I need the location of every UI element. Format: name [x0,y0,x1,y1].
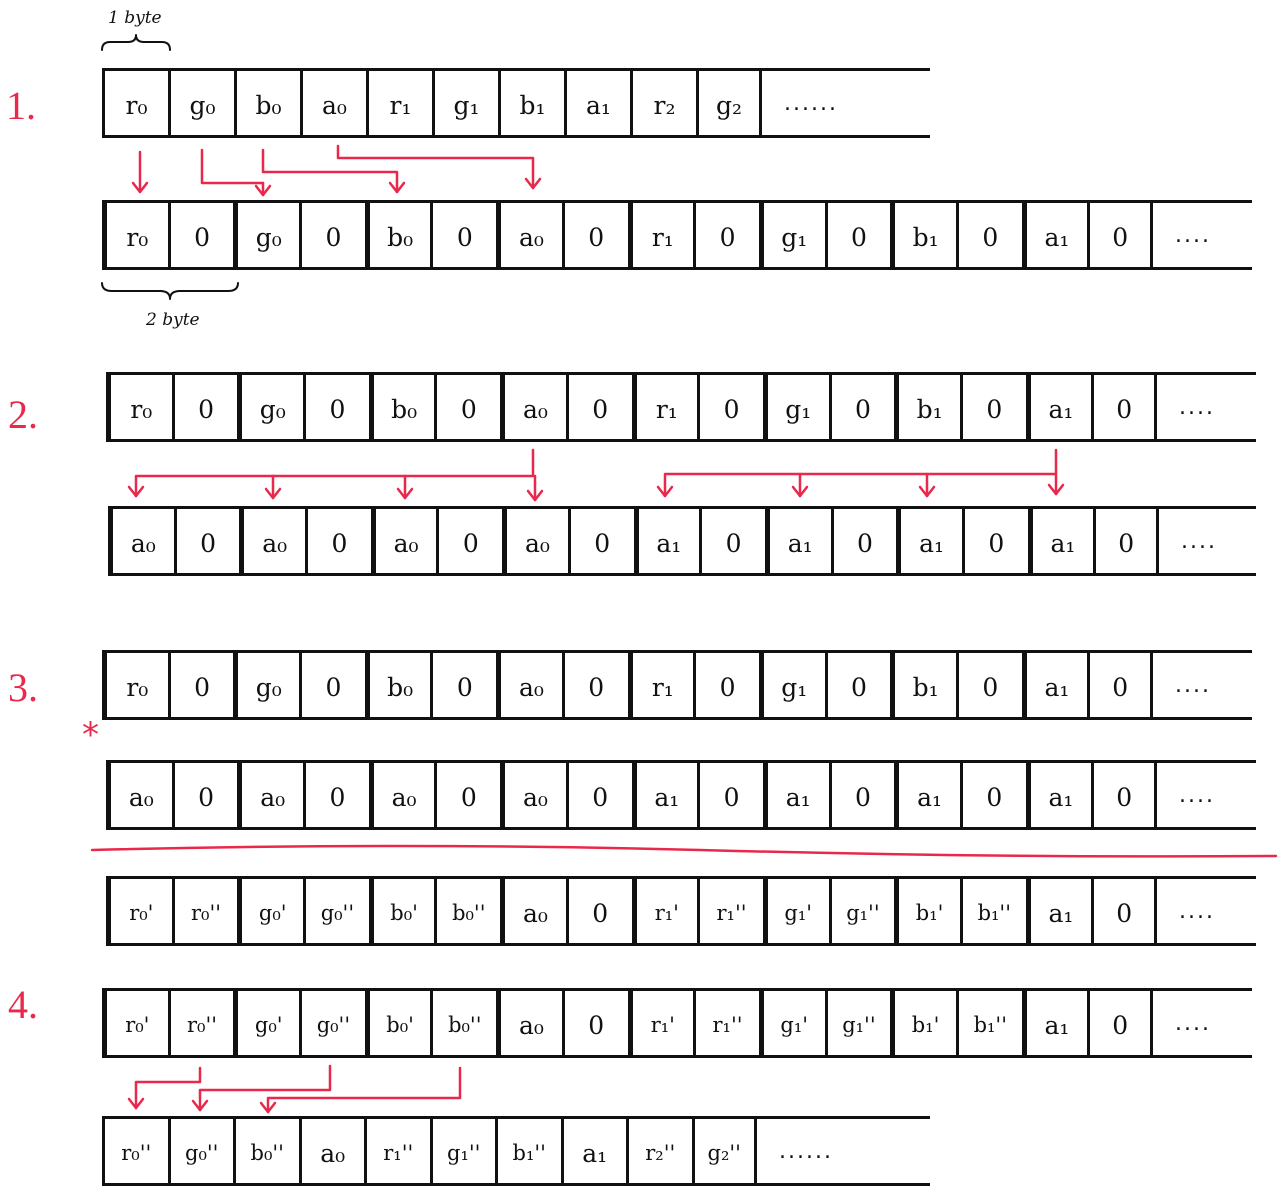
byte-cell [303,375,369,439]
byte-cell [634,509,700,573]
byte-cell-label: a₀ [519,1010,544,1040]
byte-cell-label: b₀'' [452,901,486,925]
byte-cell [831,509,897,573]
byte-cell-label: r₀ [125,90,148,120]
byte-cell-label: a₀ [519,222,544,252]
byte-cell-label: a₀ [322,90,347,120]
byte-cell [233,203,299,267]
byte-cell [1091,763,1157,827]
byte-cell [172,879,238,943]
byte-cell-label: g₀ [255,222,282,252]
continuation-dots: ...... [784,90,838,116]
step4-product-row [102,988,1252,1058]
byte-cell-label: 0 [854,394,871,424]
byte-cell [434,879,500,943]
byte-cell [106,879,172,943]
byte-cell-label: 0 [594,528,611,558]
byte-cell-label: 0 [592,782,609,812]
byte-cell [168,1119,234,1183]
byte-cell-label: a₀ [525,528,550,558]
byte-cell [1093,509,1159,573]
step3-alpha-row [106,760,1256,830]
step2-broadcast-a1 [665,450,1056,496]
byte-cell [102,71,168,135]
continuation-dots: .... [1181,528,1217,554]
byte-cell [500,763,566,827]
byte-cell-label: g₁ [781,222,808,252]
byte-cell [628,991,694,1055]
byte-cell-label: 0 [1112,672,1129,702]
byte-cell [434,763,500,827]
byte-cell [890,653,956,717]
byte-cell-label: b₀ [387,222,414,252]
byte-cell-label: b₁'' [977,901,1011,925]
byte-cell-label: g₁'' [842,1013,876,1037]
byte-cell [172,375,238,439]
byte-cell [369,375,435,439]
asterisk-mark: * [82,715,99,755]
byte-cell [299,1119,365,1183]
byte-cell [1091,879,1157,943]
byte-cell-label: g₂'' [707,1141,741,1165]
byte-cell-label: b₀ [391,394,418,424]
byte-cell [299,653,365,717]
byte-cell-label: 0 [460,782,477,812]
byte-cell [430,1119,496,1183]
byte-cell [763,763,829,827]
byte-cell-label: 0 [1118,528,1135,558]
byte-cell [561,1119,627,1183]
byte-cell-label: a₁ [586,90,611,120]
byte-cell-label: 0 [1116,898,1133,928]
byte-cell [1026,375,1092,439]
byte-cell-label: 0 [1112,1010,1129,1040]
byte-cell [956,653,1022,717]
byte-cell [896,509,962,573]
byte-cell [430,203,496,267]
step2-source-row [106,372,1256,442]
byte-cell-label: r₀'' [187,1013,218,1037]
byte-cell-label: b₁ [519,90,546,120]
byte-cell-label: 0 [592,394,609,424]
byte-cell [697,375,763,439]
byte-cell-label: g₀'' [316,1013,351,1037]
step-2-label: 2. [8,392,38,437]
byte-cell-label: 0 [325,672,342,702]
byte-cell-label: r₀ [130,394,153,424]
byte-cell [564,71,630,135]
step2-broadcast-row [108,506,1256,576]
byte-cell-label: b₁' [915,901,944,925]
byte-cell-label: r₁ [655,394,678,424]
step2-broadcast-a0 [136,450,533,496]
byte-cell-label: 0 [194,222,210,252]
byte-cell-label: a₁ [654,782,680,812]
byte-cell [825,653,891,717]
byte-cell [693,203,759,267]
byte-cell [763,375,829,439]
byte-cell-label: r₀' [129,901,154,925]
byte-cell [299,203,365,267]
byte-cell [365,991,431,1055]
byte-cell-label: r₀ [126,222,149,252]
step1-source-row [102,68,930,138]
step1-arrow-b [263,150,397,192]
byte-cell-label: 0 [588,1010,605,1040]
byte-cell-label: g₀ [189,90,216,120]
byte-cell-label: a₁ [656,528,682,558]
byte-cell [1022,991,1088,1055]
byte-cell [566,879,632,943]
byte-cell-label: g₁ [453,90,480,120]
byte-cell-label: r₁' [650,1013,675,1037]
byte-cell [496,653,562,717]
byte-cell-label: a₁ [1050,528,1076,558]
byte-cell [829,375,895,439]
byte-cell-label: g₀' [254,1013,283,1037]
byte-cell [299,991,365,1055]
byte-cell-label: r₁ [651,222,674,252]
byte-cell-label: 0 [988,528,1005,558]
byte-cell-label: r₁ [651,672,674,702]
step4-result-row [102,1116,930,1186]
byte-cell [894,763,960,827]
byte-cell-label: b₁ [912,222,939,252]
byte-cell-label: g₀' [258,901,287,925]
byte-cell [172,763,238,827]
byte-cell-label: 0 [462,528,479,558]
byte-cell-label: 0 [856,528,873,558]
byte-cell-label: b₁' [911,1013,940,1037]
byte-cell [632,763,698,827]
byte-cell-label: 0 [198,394,214,424]
byte-cell [1087,203,1153,267]
byte-cell [1026,879,1092,943]
two-byte-brace [102,283,238,299]
byte-cell [890,991,956,1055]
byte-cell-label: a₀ [262,528,288,558]
byte-cell-label: r₀'' [121,1141,152,1165]
byte-cell-label: a₁ [1044,1010,1070,1040]
byte-cell [692,1119,758,1183]
byte-cell-label: g₁'' [447,1141,481,1165]
byte-cell [430,991,496,1055]
byte-cell [174,509,240,573]
step-3-label: 3. [8,665,38,710]
byte-cell-label: r₁'' [383,1141,414,1165]
byte-cell-label: g₀'' [185,1141,219,1165]
continuation-dots: .... [1175,672,1211,698]
byte-cell [765,509,831,573]
byte-cell-label: r₀ [126,672,149,702]
byte-cell-label: a₁ [1048,898,1074,928]
byte-cell [495,1119,561,1183]
continuation-dots: ...... [779,1138,833,1164]
byte-cell [630,71,696,135]
byte-cell [168,991,234,1055]
byte-cell-label: 0 [331,528,348,558]
continuation-dots: .... [1179,898,1215,924]
continuation-dots: .... [1179,782,1215,808]
byte-cell-label: 0 [986,782,1003,812]
byte-cell-label: a₁ [1048,394,1074,424]
byte-cell-label: r₁ [389,90,412,120]
separator-line [92,846,1276,856]
byte-cell-label: 0 [194,672,210,702]
byte-cell-label: b₀' [386,1013,414,1037]
byte-cell-label: 0 [329,782,346,812]
byte-cell-label: g₁ [785,394,812,424]
step4-arrow-g [200,1066,330,1110]
byte-cell-label: g₂ [715,90,743,120]
continuation-dots: .... [1175,222,1211,248]
one-byte-brace [102,35,170,50]
byte-cell-label: a₀ [260,782,286,812]
byte-cell [632,375,698,439]
two-byte-annotation: 2 byte [146,310,200,330]
byte-cell [365,203,431,267]
byte-cell-label: 0 [1116,782,1133,812]
byte-cell [239,509,305,573]
byte-cell-label: a₀ [519,672,544,702]
step1-expanded-row [102,200,1252,270]
byte-cell [102,991,168,1055]
byte-cell [699,509,765,573]
byte-cell [496,991,562,1055]
byte-cell [365,653,431,717]
step4-arrow-r [136,1068,200,1108]
byte-cell [102,1119,168,1183]
byte-cell [496,203,562,267]
byte-cell [502,509,568,573]
byte-cell-label: a₀ [523,394,548,424]
byte-cell-label: a₁ [1044,222,1070,252]
byte-cell-label: b₀'' [448,1013,482,1037]
byte-cell [566,375,632,439]
step3-product-row [106,876,1256,946]
byte-cell [233,1119,299,1183]
byte-cell [300,71,366,135]
byte-cell-label: a₀ [523,898,548,928]
byte-cell-label: a₁ [785,782,811,812]
byte-cell [168,653,234,717]
byte-cell [234,71,300,135]
byte-cell-label: r₂'' [645,1141,676,1165]
byte-cell [628,653,694,717]
byte-cell-label: 0 [456,222,473,252]
byte-cell [364,1119,430,1183]
byte-cell-label: r₂ [653,90,676,120]
byte-cell-label: a₀ [523,782,548,812]
byte-cell-label: 0 [725,528,742,558]
byte-cell [759,203,825,267]
byte-cell [1087,991,1153,1055]
byte-cell [102,203,168,267]
byte-cell [303,879,369,943]
byte-cell-label: 0 [588,672,605,702]
byte-cell [168,71,234,135]
byte-cell-label: 0 [588,222,605,252]
byte-cell-label: 0 [592,898,609,928]
byte-cell-label: b₀'' [250,1141,284,1165]
byte-cell [626,1119,692,1183]
byte-cell [369,763,435,827]
byte-cell-label: a₀ [130,528,156,558]
byte-cell [237,879,303,943]
byte-cell [956,991,1022,1055]
byte-cell-label: r₀' [125,1013,150,1037]
byte-cell [693,653,759,717]
byte-cell [371,509,437,573]
one-byte-annotation: 1 byte [108,8,162,28]
byte-cell-label: g₀ [255,672,282,702]
byte-cell-label: b₁'' [973,1013,1007,1037]
byte-cell-label: 0 [719,672,736,702]
byte-cell [305,509,371,573]
byte-cell-label: g₁' [780,1013,809,1037]
byte-cell [697,763,763,827]
byte-cell [1028,509,1094,573]
byte-cell-label: b₀' [390,901,418,925]
byte-cell-label: a₁ [1044,672,1070,702]
byte-cell [102,653,168,717]
byte-cell-label: 0 [982,222,999,252]
byte-cell [696,71,762,135]
byte-cell [237,763,303,827]
byte-cell-label: 0 [325,222,342,252]
byte-cell [106,763,172,827]
continuation-dots: .... [1175,1010,1211,1036]
byte-cell-label: a₁ [1048,782,1074,812]
byte-cell [697,879,763,943]
byte-cell [1087,653,1153,717]
byte-cell [894,879,960,943]
step1-arrow-a [338,146,533,188]
byte-cell-label: a₁ [582,1138,608,1168]
byte-cell [237,375,303,439]
byte-cell [829,763,895,827]
byte-cell [962,509,1028,573]
byte-cell [763,879,829,943]
step1-arrow-g [202,150,263,183]
byte-cell-label: a₀ [393,528,419,558]
byte-cell-label: 0 [723,394,740,424]
byte-cell-label: 0 [850,672,867,702]
byte-cell-label: 0 [723,782,740,812]
byte-cell-label: a₀ [391,782,417,812]
byte-cell [632,879,698,943]
byte-cell [956,203,1022,267]
byte-cell-label: b₀ [255,90,282,120]
byte-cell [890,203,956,267]
byte-cell [108,509,174,573]
byte-cell [500,375,566,439]
byte-cell-label: g₀'' [320,901,355,925]
byte-cell-label: 0 [329,394,346,424]
byte-cell [303,763,369,827]
byte-cell-label: g₁ [781,672,808,702]
byte-cell [1026,763,1092,827]
byte-cell [233,653,299,717]
byte-cell-label: 0 [854,782,871,812]
byte-cell [960,763,1026,827]
byte-cell-label: 0 [1112,222,1129,252]
byte-cell [894,375,960,439]
byte-cell [1022,203,1088,267]
byte-cell-label: 0 [1116,394,1133,424]
byte-cell [693,991,759,1055]
byte-cell [233,991,299,1055]
byte-cell [568,509,634,573]
byte-cell-label: g₁' [784,901,813,925]
byte-cell-label: 0 [850,222,867,252]
byte-cell [1022,653,1088,717]
byte-cell-label: a₁ [917,782,943,812]
byte-cell-label: a₁ [787,528,813,558]
byte-cell [562,991,628,1055]
byte-cell [168,203,234,267]
byte-cell [432,71,498,135]
step-4-label: 4. [8,982,38,1027]
byte-cell-label: 0 [456,672,473,702]
byte-cell-label: b₁ [912,672,939,702]
byte-cell [369,879,435,943]
byte-cell-label: 0 [986,394,1003,424]
byte-cell-label: 0 [200,528,216,558]
byte-cell-label: 0 [460,394,477,424]
byte-cell-label: r₁'' [716,901,747,925]
byte-cell [960,879,1026,943]
byte-cell [825,203,891,267]
byte-cell [759,653,825,717]
byte-cell [825,991,891,1055]
byte-cell [960,375,1026,439]
byte-cell [430,653,496,717]
byte-cell [106,375,172,439]
byte-cell-label: 0 [719,222,736,252]
byte-cell-label: 0 [982,672,999,702]
byte-cell-label: r₀'' [191,901,222,925]
byte-cell-label: 0 [198,782,214,812]
byte-cell-label: b₁'' [512,1141,546,1165]
byte-cell [628,203,694,267]
byte-cell-label: a₁ [919,528,945,558]
byte-cell-label: g₁'' [846,901,880,925]
byte-cell [366,71,432,135]
step3-source-row [102,650,1252,720]
step-1-label: 1. [6,83,36,128]
byte-cell-label: b₀ [387,672,414,702]
byte-cell [562,653,628,717]
byte-cell [500,879,566,943]
byte-cell [436,509,502,573]
byte-cell-label: r₁'' [712,1013,743,1037]
byte-cell [434,375,500,439]
byte-cell [1091,375,1157,439]
byte-cell [562,203,628,267]
byte-cell-label: b₁ [916,394,943,424]
continuation-dots: .... [1179,394,1215,420]
byte-cell [498,71,564,135]
byte-cell-label: g₀ [259,394,286,424]
byte-cell [759,991,825,1055]
byte-cell-label: r₁' [654,901,679,925]
byte-cell [829,879,895,943]
byte-cell-label: a₀ [128,782,154,812]
byte-cell-label: a₀ [320,1138,346,1168]
byte-cell [566,763,632,827]
